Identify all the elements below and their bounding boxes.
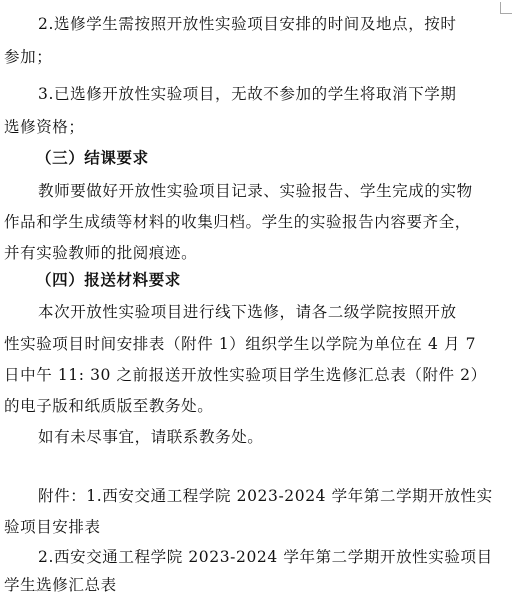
list-item-3-line-1: 3.已选修开放性实验项目，无故不参加的学生将取消下学期 <box>38 85 457 103</box>
section-4-paragraph-line-4: 的电子版和纸质版至教务处。 <box>4 397 214 415</box>
attachment-2-line-1: 2.西安交通工程学院 2023-2024 学年第二学期开放性实验项目 <box>38 548 493 566</box>
list-item-2-line-1: 2.选修学生需按照开放性实验项目安排的时间及地点，按时 <box>38 15 457 33</box>
contact-note: 如有未尽事宜，请联系教务处。 <box>38 428 264 446</box>
page-corner-mark <box>500 2 512 14</box>
section-3-paragraph-line-2: 作品和学生成绩等材料的收集归档。学生的实验报告内容要齐全， <box>4 213 471 231</box>
attachment-1-line-2: 验项目安排表 <box>4 518 101 536</box>
section-4-heading: （四）报送材料要求 <box>36 271 181 289</box>
section-3-paragraph-line-3: 并有实验教师的批阅痕迹。 <box>4 244 198 262</box>
list-item-2-line-2: 参加； <box>4 48 53 66</box>
section-4-paragraph-line-2: 性实验项目时间安排表（附件 1）组织学生以学院为单位在 4 月 7 <box>4 335 477 353</box>
section-4-paragraph-line-3: 日中午 11: 30 之前报送开放性实验项目学生选修汇总表（附件 2） <box>4 366 487 384</box>
section-3-paragraph-line-1: 教师要做好开放性实验项目记录、实验报告、学生完成的实物 <box>38 182 473 200</box>
section-3-heading: （三）结课要求 <box>36 149 149 167</box>
list-item-3-line-2: 选修资格； <box>4 118 85 136</box>
section-4-paragraph-line-1: 本次开放性实验项目进行线下选修，请各二级学院按照开放 <box>38 303 457 321</box>
attachment-2-line-2: 学生选修汇总表 <box>4 576 117 594</box>
page-bottom-mark <box>34 590 48 595</box>
attachment-1-line-1: 附件：1.西安交通工程学院 2023-2024 学年第二学期开放性实 <box>38 487 493 505</box>
